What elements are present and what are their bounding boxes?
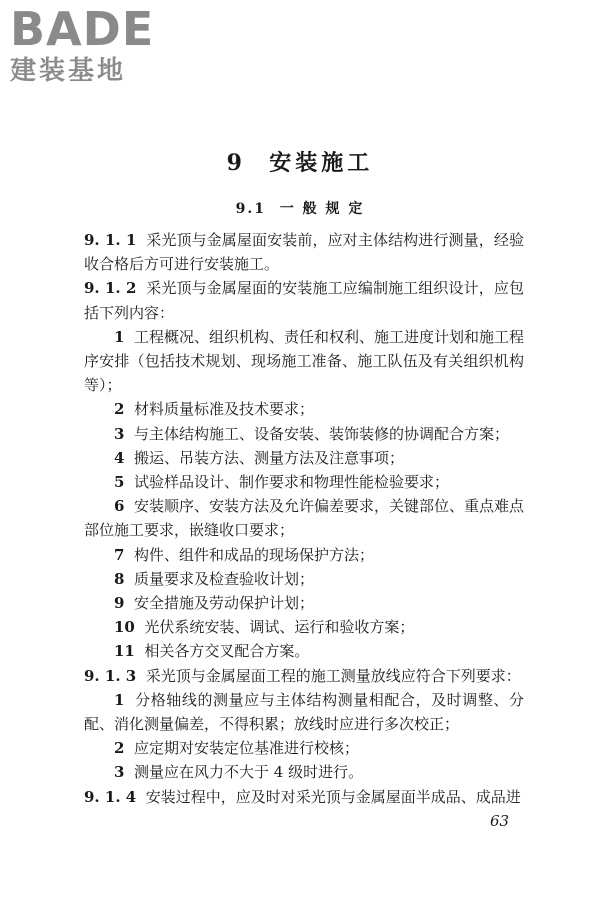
item-number: 3 xyxy=(114,763,125,782)
clause-number: 9. 1. 2 xyxy=(84,279,137,298)
item-number: 5 xyxy=(114,473,125,492)
item-text: 相关各方交叉配合方案。 xyxy=(144,642,310,661)
item-text: 光伏系统安装、调试、运行和验收方案； xyxy=(144,618,415,637)
list-item xyxy=(84,494,524,542)
document-body xyxy=(84,228,524,809)
page-number: 63 xyxy=(490,812,510,830)
item-number: 6 xyxy=(114,497,125,516)
chapter-title: 9 安装施工 xyxy=(226,150,374,176)
item-number: 9 xyxy=(114,594,125,613)
item-text: 安装顺序、安装方法及允许偏差要求，关键部位、重点难点部位施工要求，嵌缝收口要求； xyxy=(84,497,524,540)
clause-9-1-4 xyxy=(84,785,524,809)
section-title: 9.1 一 般 规 定 xyxy=(235,201,365,217)
list-item xyxy=(84,397,524,421)
list-item xyxy=(84,760,524,784)
item-text: 工程概况、组织机构、责任和权利、施工进度计划和施工程序安排（包括技术规划、现场施工准备、施工队伍及有关组织机构等）； xyxy=(84,327,524,395)
clause-number: 9. 1. 4 xyxy=(84,787,137,806)
clause-text: 采光顶与金属屋面的安装施工应编制施工组织设计，应包括下列内容： xyxy=(84,279,524,322)
list-item xyxy=(84,567,524,591)
list-item xyxy=(84,615,524,639)
clause-text: 安装过程中，应及时对采光顶与金属屋面半成品、成品进 xyxy=(145,787,521,806)
clause-9-1-2 xyxy=(84,276,524,324)
logo-brand: BADE xyxy=(10,2,155,56)
item-text: 测量应在风力不大于 4 级时进行。 xyxy=(133,763,364,782)
list-item xyxy=(84,639,524,663)
item-number: 1 xyxy=(114,690,125,709)
list-item xyxy=(84,422,524,446)
logo-subtitle: 建装基地 xyxy=(10,56,127,86)
item-number: 1 xyxy=(114,327,125,346)
item-text: 材料质量标准及技术要求； xyxy=(133,400,314,419)
item-number: 3 xyxy=(114,424,125,443)
logo xyxy=(10,4,154,88)
list-item xyxy=(84,470,524,494)
clause-text: 采光顶与金属屋面安装前，应对主体结构进行测量，经验收合格后方可进行安装施工。 xyxy=(84,231,524,274)
item-text: 应定期对安装定位基准进行校核； xyxy=(133,739,359,758)
item-number: 10 xyxy=(114,618,135,637)
clause-number: 9. 1. 1 xyxy=(84,231,137,249)
clause-text: 采光顶与金属屋面工程的施工测量放线应符合下列要求： xyxy=(145,666,521,685)
item-text: 安全措施及劳动保护计划； xyxy=(133,594,314,613)
item-text: 与主体结构施工、设备安装、装饰装修的协调配合方案； xyxy=(133,424,509,443)
item-text: 质量要求及检查验收计划； xyxy=(133,569,314,588)
clause-number: 9. 1. 3 xyxy=(84,666,137,685)
list-item xyxy=(84,591,524,615)
list-item xyxy=(84,325,524,398)
list-item xyxy=(84,736,524,760)
list-item xyxy=(84,688,524,736)
clause-9-1-1 xyxy=(84,228,524,276)
item-number: 8 xyxy=(114,569,125,588)
clause-9-1-3 xyxy=(84,664,524,688)
list-item xyxy=(84,543,524,567)
item-text: 试验样品设计、制作要求和物理性能检验要求； xyxy=(133,473,449,492)
item-number: 4 xyxy=(114,448,125,467)
item-number: 7 xyxy=(114,545,125,564)
item-text: 搬运、吊装方法、测量方法及注意事项； xyxy=(133,448,404,467)
list-item xyxy=(84,446,524,470)
item-number: 11 xyxy=(114,642,135,661)
item-number: 2 xyxy=(114,400,125,419)
item-number: 2 xyxy=(114,739,125,758)
item-text: 构件、组件和成品的现场保护方法； xyxy=(133,545,374,564)
item-text: 分格轴线的测量应与主体结构测量相配合，及时调整、分配、消化测量偏差，不得积累；放线时应进行多次校正； xyxy=(84,690,524,734)
